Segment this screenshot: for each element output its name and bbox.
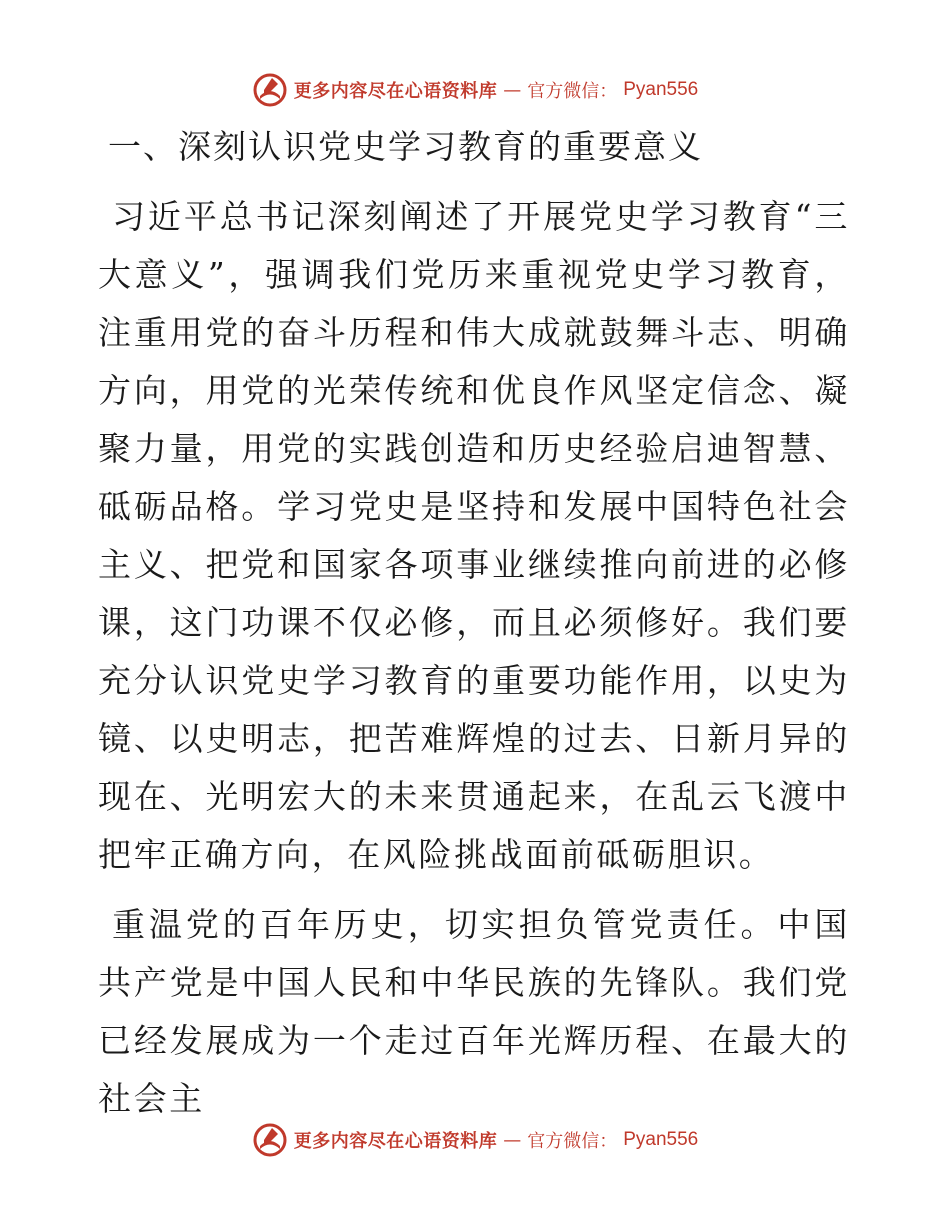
footer-brand-text: 更多内容尽在心语资料库 bbox=[293, 1131, 498, 1152]
footer-banner bbox=[0, 1120, 950, 1160]
section-heading: 一、深刻认识党史学习教育的重要意义 bbox=[108, 127, 703, 166]
header-contact-id: Pyan556 bbox=[623, 79, 699, 100]
paragraph-2: 重温党的百年历史，切实担负管党责任。中国共产党是中国人民和中华民族的先锋队。我们党已经发展成为一个走过百年光辉历程、在最大的社会主 bbox=[98, 905, 850, 1118]
header-contact-label: 官方微信： bbox=[527, 81, 618, 102]
header-banner bbox=[0, 70, 950, 110]
footer-dash: — bbox=[503, 1129, 522, 1151]
header-brand-text: 更多内容尽在心语资料库 bbox=[293, 81, 498, 102]
quill-book-icon bbox=[252, 72, 288, 108]
header-dash: — bbox=[503, 79, 522, 101]
document-body bbox=[98, 118, 850, 1128]
quill-book-icon bbox=[252, 1122, 288, 1158]
paragraph-1: 习近平总书记深刻阐述了开展党史学习教育“三大意义”，强调我们党历来重视党史学习教育，注重用党的奋斗历程和伟大成就鼓舞斗志、明确方向，用党的光荣传统和优良作风坚定信念、凝聚力量，用党的实践创造和历史经验启迪智慧、砥砺品格。学习党史是坚持和发展中国特色社会主义、把党和国家各项事业继续推向前进的必修课，这门功课不仅必修，而且必须修好。我们要充分认识党史学习教育的重要功能作用，以史为镜、以史明志，把苦难辉煌的过去、日新月异的现在、光明宏大的未来贯通起来，在乱云飞渡中把牢正确方向，在风险挑战面前砥砺胆识。 bbox=[98, 197, 850, 874]
footer-contact-label: 官方微信： bbox=[527, 1131, 618, 1152]
footer-contact-id: Pyan556 bbox=[623, 1129, 699, 1150]
